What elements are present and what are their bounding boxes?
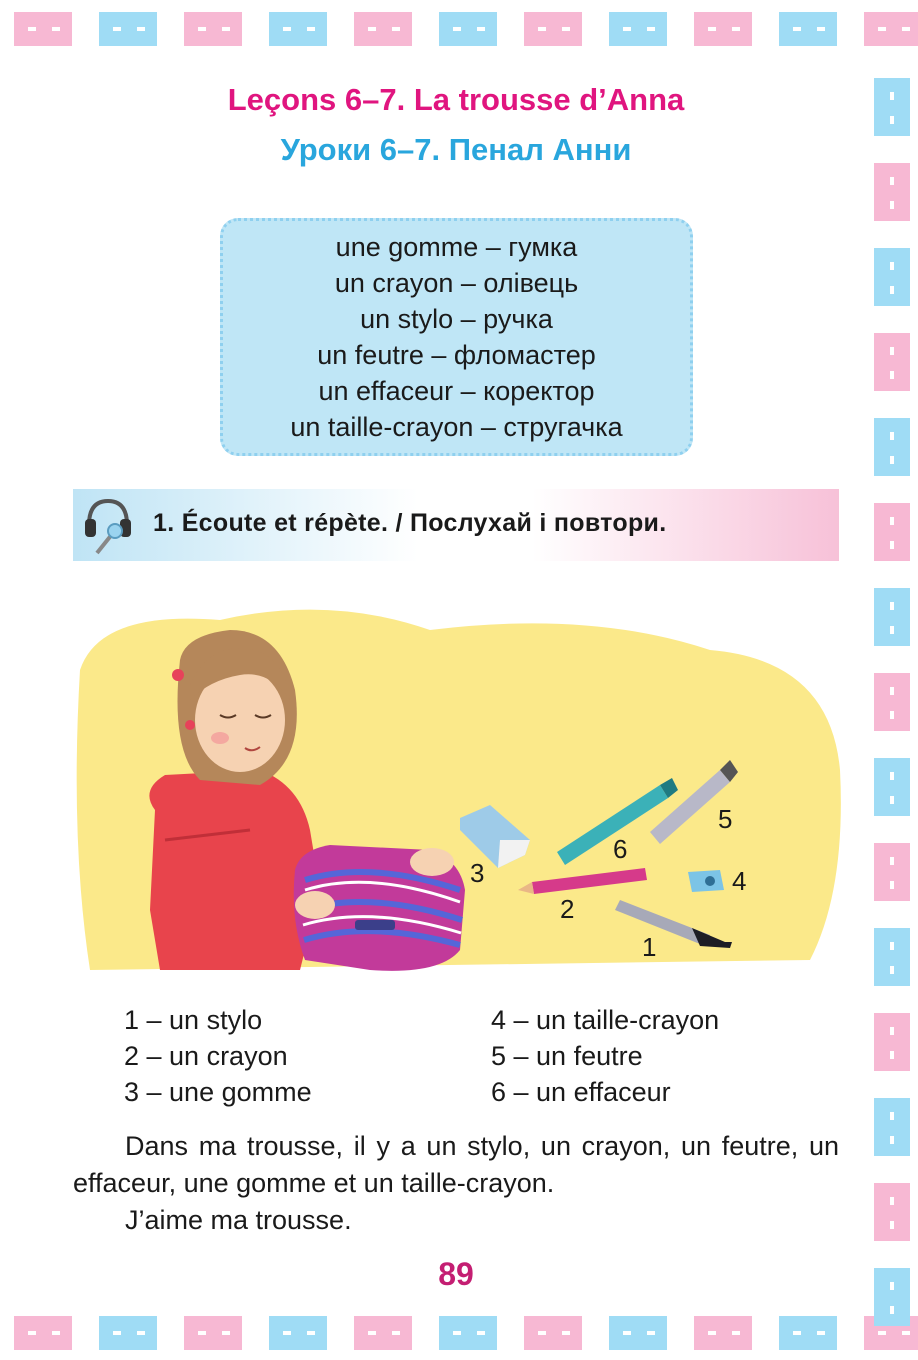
border-tile-dash	[562, 27, 570, 31]
border-tile-dash	[392, 27, 400, 31]
border-tile-dash	[890, 177, 894, 185]
border-tile-dash	[368, 27, 376, 31]
border-tile-dash	[307, 27, 315, 31]
border-tile	[354, 12, 412, 46]
vocabulary-item: un feutre – фломастер	[317, 340, 596, 370]
lesson-title-french: Leçons 6–7. La trousse d’Anna	[227, 82, 685, 117]
border-tile-dash	[817, 27, 825, 31]
border-tile	[874, 1013, 910, 1071]
illustration-girl-pencil-case	[70, 590, 846, 980]
exercise-header	[73, 489, 839, 561]
border-tile-dash	[477, 27, 485, 31]
border-tile-dash	[890, 1306, 894, 1314]
border-tile	[874, 843, 910, 901]
border-tile-dash	[368, 1331, 376, 1335]
border-tile-dash	[890, 711, 894, 719]
border-tile-dash	[137, 27, 145, 31]
border-tile	[269, 1316, 327, 1350]
border-tile-dash	[283, 1331, 291, 1335]
item-number-1: 1	[642, 932, 657, 962]
border-tile-dash	[477, 1331, 485, 1335]
border-tile-dash	[28, 1331, 36, 1335]
border-tile-dash	[890, 517, 894, 525]
vocabulary-box	[220, 218, 693, 456]
border-tile	[694, 12, 752, 46]
paragraph-line: Dans ma trousse, il y a un stylo, un crayon, un feutre, un effaceur, une gomme et un taille-crayon.	[73, 1131, 839, 1198]
border-tile-dash	[890, 262, 894, 270]
border-tile	[874, 503, 910, 561]
border-tile	[874, 1098, 910, 1156]
border-tile-dash	[137, 1331, 145, 1335]
legend-item: 5 – un feutre	[491, 1041, 643, 1071]
border-tile-dash	[890, 432, 894, 440]
border-tile	[779, 1316, 837, 1350]
border-tile-dash	[732, 1331, 740, 1335]
border-tile	[354, 1316, 412, 1350]
border-tile-dash	[890, 966, 894, 974]
border-tile-dash	[890, 1197, 894, 1205]
border-tile-dash	[222, 27, 230, 31]
border-tile	[874, 928, 910, 986]
border-tile	[609, 12, 667, 46]
border-tile	[874, 333, 910, 391]
pencil-sharpener	[688, 870, 724, 892]
border-tile	[874, 673, 910, 731]
border-tile-dash	[793, 27, 801, 31]
border-tile-dash	[890, 1221, 894, 1229]
exercise-instruction: 1. Écoute et répète. / Послухай і повтори.	[153, 509, 667, 537]
vocabulary-item: un taille-crayon – стругачка	[290, 412, 623, 442]
border-tile-dash	[198, 1331, 206, 1335]
legend-item: 4 – un taille-crayon	[491, 1005, 720, 1035]
border-tile	[524, 1316, 582, 1350]
border-tile	[694, 1316, 752, 1350]
vocabulary-item: un effaceur – коректор	[318, 376, 595, 406]
border-tile-dash	[890, 541, 894, 549]
border-tile	[14, 12, 72, 46]
vocabulary-item: une gomme – гумка	[335, 232, 578, 262]
border-tile-dash	[538, 1331, 546, 1335]
border-tile-dash	[732, 27, 740, 31]
border-tile	[184, 1316, 242, 1350]
border-tile-dash	[113, 1331, 121, 1335]
border-tile	[874, 758, 910, 816]
page-number: 89	[438, 1256, 474, 1292]
border-tile	[779, 12, 837, 46]
border-tile-dash	[890, 201, 894, 209]
border-tile-dash	[708, 27, 716, 31]
border-tile	[874, 248, 910, 306]
border-tile-dash	[28, 27, 36, 31]
legend-item: 3 – une gomme	[124, 1077, 312, 1107]
border-tile	[874, 163, 910, 221]
border-tile	[14, 1316, 72, 1350]
legend-item: 1 – un stylo	[124, 1005, 263, 1035]
border-tile-dash	[453, 27, 461, 31]
border-tile-dash	[890, 456, 894, 464]
border-tile-dash	[890, 1027, 894, 1035]
border-tile-dash	[890, 626, 894, 634]
border-tile-dash	[392, 1331, 400, 1335]
border-tile-dash	[562, 1331, 570, 1335]
border-tile-dash	[453, 1331, 461, 1335]
decorative-border-top	[0, 0, 918, 52]
border-tile-dash	[890, 772, 894, 780]
border-tile	[439, 12, 497, 46]
border-tile	[874, 418, 910, 476]
vocabulary-item: un stylo – ручка	[360, 304, 553, 334]
border-tile	[874, 1183, 910, 1241]
border-tile-dash	[708, 1331, 716, 1335]
legend-left	[124, 1002, 312, 1110]
border-tile	[99, 1316, 157, 1350]
border-tile	[439, 1316, 497, 1350]
border-tile-dash	[283, 27, 291, 31]
border-tile-dash	[198, 27, 206, 31]
border-tile-dash	[890, 347, 894, 355]
border-tile-dash	[890, 1136, 894, 1144]
border-tile	[99, 12, 157, 46]
border-tile-dash	[890, 371, 894, 379]
lesson-title-ukrainian: Уроки 6–7. Пенал Анни	[280, 132, 632, 167]
border-tile-dash	[890, 687, 894, 695]
border-tile-dash	[52, 1331, 60, 1335]
legend-item: 2 – un crayon	[124, 1041, 288, 1071]
legend-right	[491, 1002, 719, 1110]
item-number-2: 2	[560, 894, 575, 924]
border-tile-dash	[890, 857, 894, 865]
border-tile-dash	[307, 1331, 315, 1335]
item-number-6: 6	[613, 834, 628, 864]
border-tile-dash	[623, 27, 631, 31]
border-tile-dash	[817, 1331, 825, 1335]
headphones-microphone-icon	[83, 495, 133, 557]
border-tile-dash	[113, 27, 121, 31]
border-tile	[184, 12, 242, 46]
item-number-3: 3	[470, 858, 485, 888]
decorative-border-right	[864, 0, 918, 1360]
border-tile	[874, 588, 910, 646]
legend-item: 6 – un effaceur	[491, 1077, 671, 1107]
border-tile-dash	[890, 1112, 894, 1120]
border-tile-dash	[890, 881, 894, 889]
vocabulary-item: un crayon – олівець	[334, 268, 579, 298]
reading-paragraph	[73, 1128, 839, 1239]
border-tile-dash	[222, 1331, 230, 1335]
border-tile	[609, 1316, 667, 1350]
border-tile-dash	[890, 942, 894, 950]
border-tile-dash	[52, 27, 60, 31]
border-tile-dash	[890, 286, 894, 294]
border-tile-dash	[538, 27, 546, 31]
border-tile	[269, 12, 327, 46]
border-tile-dash	[623, 1331, 631, 1335]
border-tile	[524, 12, 582, 46]
border-tile-dash	[890, 796, 894, 804]
item-number-4: 4	[732, 866, 747, 896]
border-tile-dash	[793, 1331, 801, 1335]
item-number-5: 5	[718, 804, 733, 834]
border-tile-dash	[647, 27, 655, 31]
border-tile-dash	[890, 1051, 894, 1059]
border-tile-dash	[890, 602, 894, 610]
decorative-border-bottom	[0, 1308, 918, 1360]
border-tile-dash	[647, 1331, 655, 1335]
paragraph-line: J’aime ma trousse.	[125, 1205, 352, 1235]
